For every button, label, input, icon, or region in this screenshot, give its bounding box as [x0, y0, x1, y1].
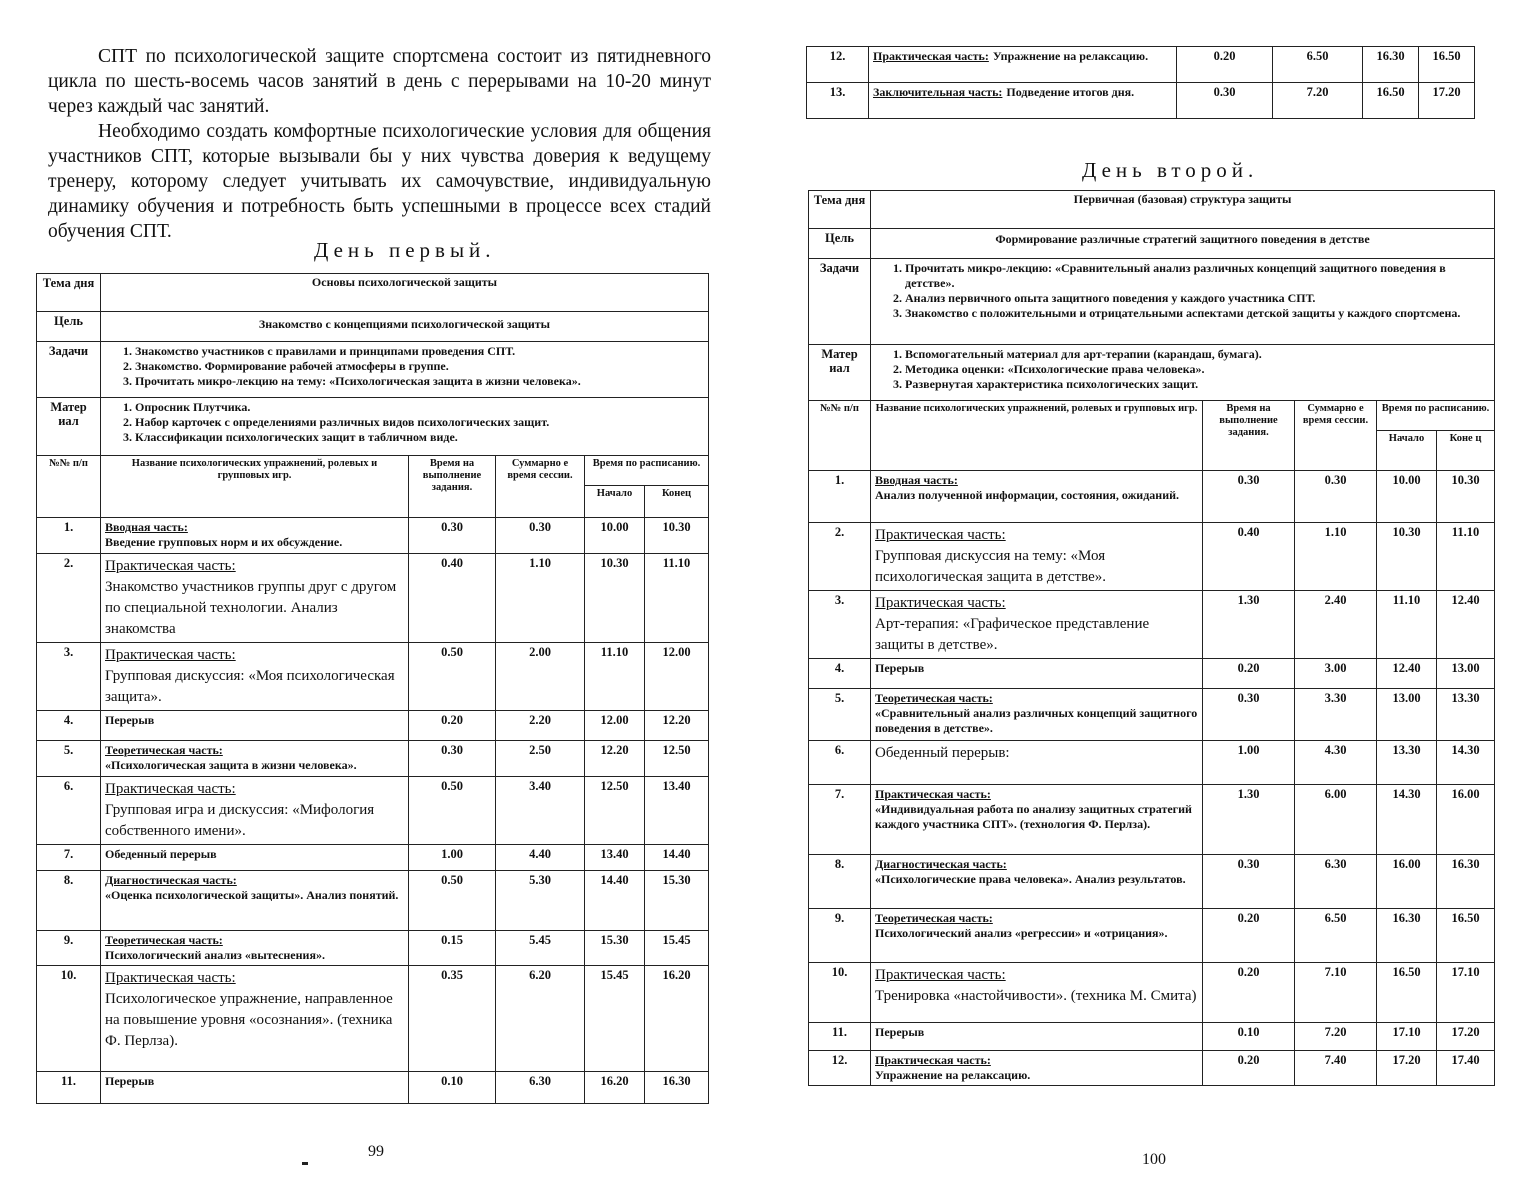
activity-text: «Психологическая защита в жизни человека». — [105, 758, 357, 772]
col-header-num: №№ п/п — [809, 401, 871, 471]
row-total: 6.50 — [1273, 47, 1363, 83]
row-end: 12.40 — [1437, 591, 1495, 659]
row-end: 11.10 — [1437, 523, 1495, 591]
activity-text: Групповая дискуссия: «Моя психологическая защита». — [105, 668, 395, 705]
row-time: 0.35 — [409, 966, 496, 1072]
row-activity — [869, 83, 1177, 119]
row-activity — [871, 963, 1203, 1023]
activity-section: Теоретическая часть: — [105, 743, 223, 757]
row-time: 0.50 — [409, 643, 496, 711]
row-activity — [101, 741, 409, 777]
activity-text: Введение групповых норм и их обсуждение. — [105, 535, 343, 549]
activity-section: Практическая часть: — [875, 527, 1006, 543]
row-total: 0.30 — [496, 518, 585, 554]
row-activity — [871, 909, 1203, 963]
row-activity — [101, 966, 409, 1072]
row-end: 14.40 — [645, 845, 709, 871]
row-activity — [871, 591, 1203, 659]
row-start: 15.45 — [585, 966, 645, 1072]
row-activity — [101, 845, 409, 871]
task-item: 1. Знакомство участников с правилами и принципами проведения СПТ. — [135, 344, 704, 359]
activity-section: Вводная часть: — [105, 520, 188, 534]
row-total: 6.30 — [1295, 855, 1377, 909]
row-activity — [101, 871, 409, 931]
row-number: 5. — [37, 741, 101, 777]
row-total: 6.20 — [496, 966, 585, 1072]
activity-text: «Индивидуальная работа по анализу защитных стратегий каждого участника СПТ». (технология Ф. Перлза). — [875, 802, 1192, 831]
row-end: 15.30 — [645, 871, 709, 931]
row-total: 1.10 — [496, 554, 585, 643]
day-title: День первый. — [314, 238, 496, 262]
table-row — [37, 518, 709, 554]
row-total: 7.40 — [1295, 1051, 1377, 1086]
materials-cell — [871, 345, 1495, 401]
row-time: 0.20 — [1203, 963, 1295, 1023]
activity-section: Теоретическая часть: — [105, 933, 223, 947]
row-start: 10.30 — [1377, 523, 1437, 591]
activity-text: Психологический анализ «вытеснения». — [105, 948, 325, 962]
row-time: 1.00 — [1203, 741, 1295, 785]
table-row — [37, 1072, 709, 1104]
row-start: 16.50 — [1377, 963, 1437, 1023]
row-total: 2.50 — [496, 741, 585, 777]
row-number: 13. — [807, 83, 869, 119]
row-start: 10.30 — [585, 554, 645, 643]
table-row — [809, 963, 1495, 1023]
row-end: 13.30 — [1437, 689, 1495, 741]
row-total: 6.30 — [496, 1072, 585, 1104]
row-time: 0.30 — [1203, 471, 1295, 523]
row-start: 12.20 — [585, 741, 645, 777]
table-row — [809, 471, 1495, 523]
row-time: 1.30 — [1203, 785, 1295, 855]
activity-text: «Оценка психологической защиты». Анализ понятий. — [105, 888, 399, 902]
row-time: 0.10 — [409, 1072, 496, 1104]
material-item: 3. Развернутая характеристика психологических защит. — [905, 377, 1490, 392]
row-end: 17.40 — [1437, 1051, 1495, 1086]
table-row — [37, 711, 709, 741]
row-start: 16.30 — [1377, 909, 1437, 963]
activity-text: Упражнение на релаксацию. — [875, 1068, 1031, 1082]
material-item: 1. Вспомогательный материал для арт-терапии (карандаш, бумага). — [905, 347, 1490, 362]
row-start: 16.00 — [1377, 855, 1437, 909]
material-label: Матер иал — [809, 345, 871, 401]
row-total: 7.20 — [1273, 83, 1363, 119]
col-header-name: Название психологических упражнений, ролевых и групповых игр. — [871, 401, 1203, 471]
row-activity — [871, 471, 1203, 523]
activity-section: Практическая часть: — [875, 787, 991, 801]
material-label: Матер иал — [37, 398, 101, 456]
row-end: 15.45 — [645, 931, 709, 966]
row-time: 0.30 — [409, 741, 496, 777]
activity-text: Психологический анализ «регрессии» и «отрицания». — [875, 926, 1168, 940]
tasks-cell — [871, 259, 1495, 345]
activity-text: «Психологические права человека». Анализ результатов. — [875, 872, 1186, 886]
row-time: 0.20 — [1203, 909, 1295, 963]
col-header-total: Суммарно е время сессии. — [1295, 401, 1377, 471]
row-start: 12.40 — [1377, 659, 1437, 689]
activity-text: Обеденный перерыв — [105, 847, 217, 861]
activity-section: Диагностическая часть: — [875, 857, 1007, 871]
activity-text: «Сравнительный анализ различных концепций защитного поведения в детстве». — [875, 706, 1198, 735]
row-number: 2. — [37, 554, 101, 643]
theme-label: Тема дня — [809, 191, 871, 229]
row-activity — [871, 741, 1203, 785]
page-number: 99 — [368, 1143, 384, 1160]
table-row — [809, 689, 1495, 741]
row-total: 3.40 — [496, 777, 585, 845]
activity-text: Психологическое упражнение, направленное на повышение уровня «осознания». (техника Ф. Перлза). — [105, 991, 393, 1049]
row-number: 8. — [37, 871, 101, 931]
schedule-table-day-1 — [36, 273, 709, 1104]
material-item: 2. Методика оценки: «Психологические права человека». — [905, 362, 1490, 377]
table-row — [809, 1051, 1495, 1086]
row-total: 0.30 — [1295, 471, 1377, 523]
row-activity — [101, 931, 409, 966]
row-number: 7. — [37, 845, 101, 871]
row-end: 11.10 — [645, 554, 709, 643]
table-row — [37, 931, 709, 966]
row-time: 0.30 — [1177, 83, 1273, 119]
row-end: 16.20 — [645, 966, 709, 1072]
row-total: 4.30 — [1295, 741, 1377, 785]
row-total: 3.00 — [1295, 659, 1377, 689]
intro-paragraph-2: Необходимо создать комфортные психологические условия для общения участников СПТ, которые вызывали бы у них чувства доверия к ведущему тренеру, которому следует учитывать их самочувствие, индивидуальную динамику обучения и потребность быть успешными в процессе всех стадий обучения СПТ. — [48, 121, 711, 242]
activity-text: Обеденный перерыв: — [875, 745, 1010, 761]
row-end: 13.40 — [645, 777, 709, 845]
row-total: 6.00 — [1295, 785, 1377, 855]
row-end: 10.30 — [1437, 471, 1495, 523]
activity-text: Групповая дискуссия на тему: «Моя психологическая защита в детстве». — [875, 548, 1106, 585]
activity-text: Анализ полученной информации, состояния, ожиданий. — [875, 488, 1180, 502]
row-time: 0.20 — [1203, 1051, 1295, 1086]
row-total: 3.30 — [1295, 689, 1377, 741]
col-header-schedule: Время по расписанию. — [1377, 401, 1495, 431]
table-row — [809, 855, 1495, 909]
activity-section: Практическая часть: — [105, 647, 236, 663]
row-end: 17.20 — [1437, 1023, 1495, 1051]
row-start: 11.10 — [1377, 591, 1437, 659]
row-total: 5.45 — [496, 931, 585, 966]
row-start: 13.30 — [1377, 741, 1437, 785]
goal-value: Знакомство с концепциями психологической защиты — [101, 312, 709, 342]
row-number: 3. — [37, 643, 101, 711]
row-number: 3. — [809, 591, 871, 659]
material-item: 1. Опросник Плутчика. — [135, 400, 704, 415]
activity-text: Перерыв — [875, 661, 925, 675]
row-number: 9. — [809, 909, 871, 963]
row-time: 0.50 — [409, 871, 496, 931]
row-time: 0.30 — [409, 518, 496, 554]
col-header-end: Конец — [645, 486, 709, 518]
row-number: 1. — [809, 471, 871, 523]
goal-value: Формирование различные стратегий защитного поведения в детстве — [871, 229, 1495, 259]
table-row — [807, 83, 1475, 119]
row-number: 9. — [37, 931, 101, 966]
row-end: 16.50 — [1437, 909, 1495, 963]
row-start: 10.00 — [585, 518, 645, 554]
material-item: 3. Классификации психологических защит в табличном виде. — [135, 430, 704, 445]
activity-section: Вводная часть: — [875, 473, 958, 487]
row-start: 16.30 — [1363, 47, 1419, 83]
activity-section: Теоретическая часть: — [875, 911, 993, 925]
row-total: 1.10 — [1295, 523, 1377, 591]
row-end: 17.10 — [1437, 963, 1495, 1023]
row-end: 10.30 — [645, 518, 709, 554]
row-start: 17.20 — [1377, 1051, 1437, 1086]
row-total: 2.40 — [1295, 591, 1377, 659]
activity-text: Упражнение на релаксацию. — [992, 49, 1149, 63]
task-item: 1. Прочитать микро-лекцию: «Сравнительный анализ различных концепций защитного поведения в детстве». — [905, 261, 1490, 291]
table-row — [37, 845, 709, 871]
table-row — [809, 909, 1495, 963]
row-end: 12.00 — [645, 643, 709, 711]
goal-label: Цель — [809, 229, 871, 259]
table-row — [37, 643, 709, 711]
day-title: День второй. — [1082, 158, 1259, 182]
table-row — [807, 47, 1475, 83]
row-number: 4. — [809, 659, 871, 689]
task-item: 2. Знакомство. Формирование рабочей атмосферы в группе. — [135, 359, 704, 374]
row-total: 2.20 — [496, 711, 585, 741]
theme-label: Тема дня — [37, 274, 101, 312]
task-item: 2. Анализ первичного опыта защитного поведения у каждого участника СПТ. — [905, 291, 1490, 306]
row-start: 10.00 — [1377, 471, 1437, 523]
row-start: 11.10 — [585, 643, 645, 711]
row-activity — [871, 785, 1203, 855]
theme-value: Первичная (базовая) структура защиты — [871, 191, 1495, 229]
row-total: 2.00 — [496, 643, 585, 711]
activity-text: Перерыв — [105, 713, 155, 727]
row-end: 16.30 — [1437, 855, 1495, 909]
row-number: 1. — [37, 518, 101, 554]
col-header-time: Время на выполнение задания. — [1203, 401, 1295, 471]
row-time: 0.15 — [409, 931, 496, 966]
row-activity — [871, 689, 1203, 741]
activity-section: Диагностическая часть: — [105, 873, 237, 887]
table-row — [37, 777, 709, 845]
table-row — [809, 1023, 1495, 1051]
activity-text: Групповая игра и дискуссия: «Мифология собственного имени». — [105, 802, 375, 839]
row-number: 7. — [809, 785, 871, 855]
row-time: 0.20 — [1203, 659, 1295, 689]
activity-section: Практическая часть: — [875, 967, 1006, 983]
activity-text: Тренировка «настойчивости». (техника М. Смита) — [875, 988, 1197, 1004]
row-time: 0.10 — [1203, 1023, 1295, 1051]
row-time: 0.30 — [1203, 855, 1295, 909]
row-start: 12.00 — [585, 711, 645, 741]
row-start: 13.00 — [1377, 689, 1437, 741]
row-activity — [101, 518, 409, 554]
row-activity — [101, 1072, 409, 1104]
col-header-time: Время на выполнение задания. — [409, 456, 496, 518]
row-number: 11. — [37, 1072, 101, 1104]
activity-section: Практическая часть: — [105, 970, 236, 986]
table-row — [809, 659, 1495, 689]
row-time: 1.00 — [409, 845, 496, 871]
row-end: 13.00 — [1437, 659, 1495, 689]
right-page — [762, 0, 1524, 1180]
row-number: 4. — [37, 711, 101, 741]
row-activity — [101, 554, 409, 643]
row-activity — [871, 855, 1203, 909]
schedule-table-day-1-continued — [806, 46, 1475, 119]
col-header-schedule: Время по расписанию. — [585, 456, 709, 486]
activity-text: Знакомство участников группы друг с другом по специальной технологии. Анализ знакомства — [105, 579, 397, 637]
row-end: 16.30 — [645, 1072, 709, 1104]
table-row — [809, 523, 1495, 591]
tasks-cell — [101, 342, 709, 398]
row-activity — [101, 711, 409, 741]
row-total: 4.40 — [496, 845, 585, 871]
table-row — [37, 554, 709, 643]
row-number: 10. — [37, 966, 101, 1072]
row-end: 12.20 — [645, 711, 709, 741]
activity-section: Теоретическая часть: — [875, 691, 993, 705]
activity-section: Практическая часть: — [875, 595, 1006, 611]
row-activity — [869, 47, 1177, 83]
row-end: 16.00 — [1437, 785, 1495, 855]
row-start: 12.50 — [585, 777, 645, 845]
row-end: 12.50 — [645, 741, 709, 777]
row-activity — [871, 1023, 1203, 1051]
activity-section: Практическая часть: — [105, 781, 236, 797]
row-time: 1.30 — [1203, 591, 1295, 659]
task-item: 3. Прочитать микро-лекцию на тему: «Психологическая защита в жизни человека». — [135, 374, 704, 389]
row-start: 17.10 — [1377, 1023, 1437, 1051]
stray-mark — [302, 1162, 308, 1165]
row-number: 8. — [809, 855, 871, 909]
schedule-table-day-2 — [808, 190, 1495, 1086]
table-row — [37, 966, 709, 1072]
activity-section: Практическая часть: — [105, 558, 236, 574]
row-total: 5.30 — [496, 871, 585, 931]
intro-paragraph-1: СПТ по психологической защите спортсмена состоит из пятидневного цикла по шесть-восемь часов занятий в день с перерывами на 10-20 минут через каждый час занятий. — [48, 46, 711, 117]
row-activity — [101, 643, 409, 711]
col-header-start: Начало — [585, 486, 645, 518]
row-number: 12. — [809, 1051, 871, 1086]
row-activity — [871, 1051, 1203, 1086]
row-end: 17.20 — [1419, 83, 1475, 119]
table-row — [37, 741, 709, 777]
row-total: 7.10 — [1295, 963, 1377, 1023]
tasks-label: Задачи — [37, 342, 101, 398]
task-item: 3. Знакомство с положительными и отрицательными аспектами детской защиты у каждого спортсмена. — [905, 306, 1490, 321]
activity-section: Практическая часть: — [873, 49, 989, 63]
activity-section: Заключительная часть: — [873, 85, 1003, 99]
tasks-label: Задачи — [809, 259, 871, 345]
row-start: 16.50 — [1363, 83, 1419, 119]
activity-text: Перерыв — [875, 1025, 925, 1039]
col-header-total: Суммарно е время сессии. — [496, 456, 585, 518]
row-number: 6. — [809, 741, 871, 785]
intro-text — [48, 44, 711, 244]
row-time: 0.40 — [1203, 523, 1295, 591]
row-number: 6. — [37, 777, 101, 845]
page-number: 100 — [1142, 1151, 1166, 1168]
table-row — [809, 591, 1495, 659]
row-time: 0.40 — [409, 554, 496, 643]
row-time: 0.20 — [1177, 47, 1273, 83]
row-end: 16.50 — [1419, 47, 1475, 83]
activity-text: Арт-терапия: «Графическое представление защиты в детстве». — [875, 616, 1150, 653]
col-header-name: Название психологических упражнений, ролевых и групповых игр. — [101, 456, 409, 518]
row-total: 6.50 — [1295, 909, 1377, 963]
material-item: 2. Набор карточек с определениями различных видов психологических защит. — [135, 415, 704, 430]
row-activity — [101, 777, 409, 845]
activity-section: Практическая часть: — [875, 1053, 991, 1067]
row-activity — [871, 659, 1203, 689]
table-row — [37, 871, 709, 931]
materials-cell — [101, 398, 709, 456]
activity-text: Перерыв — [105, 1074, 155, 1088]
goal-label: Цель — [37, 312, 101, 342]
row-number: 11. — [809, 1023, 871, 1051]
row-start: 16.20 — [585, 1072, 645, 1104]
row-number: 5. — [809, 689, 871, 741]
row-start: 15.30 — [585, 931, 645, 966]
theme-value: Основы психологической защиты — [101, 274, 709, 312]
row-total: 7.20 — [1295, 1023, 1377, 1051]
row-number: 12. — [807, 47, 869, 83]
row-number: 10. — [809, 963, 871, 1023]
row-start: 14.40 — [585, 871, 645, 931]
row-time: 0.20 — [409, 711, 496, 741]
col-header-start: Начало — [1377, 431, 1437, 471]
row-start: 13.40 — [585, 845, 645, 871]
col-header-num: №№ п/п — [37, 456, 101, 518]
activity-text: Подведение итогов дня. — [1006, 85, 1135, 99]
row-time: 0.50 — [409, 777, 496, 845]
table-row — [809, 741, 1495, 785]
row-start: 14.30 — [1377, 785, 1437, 855]
row-end: 14.30 — [1437, 741, 1495, 785]
col-header-end: Коне ц — [1437, 431, 1495, 471]
table-row — [809, 785, 1495, 855]
row-activity — [871, 523, 1203, 591]
row-time: 0.30 — [1203, 689, 1295, 741]
row-number: 2. — [809, 523, 871, 591]
